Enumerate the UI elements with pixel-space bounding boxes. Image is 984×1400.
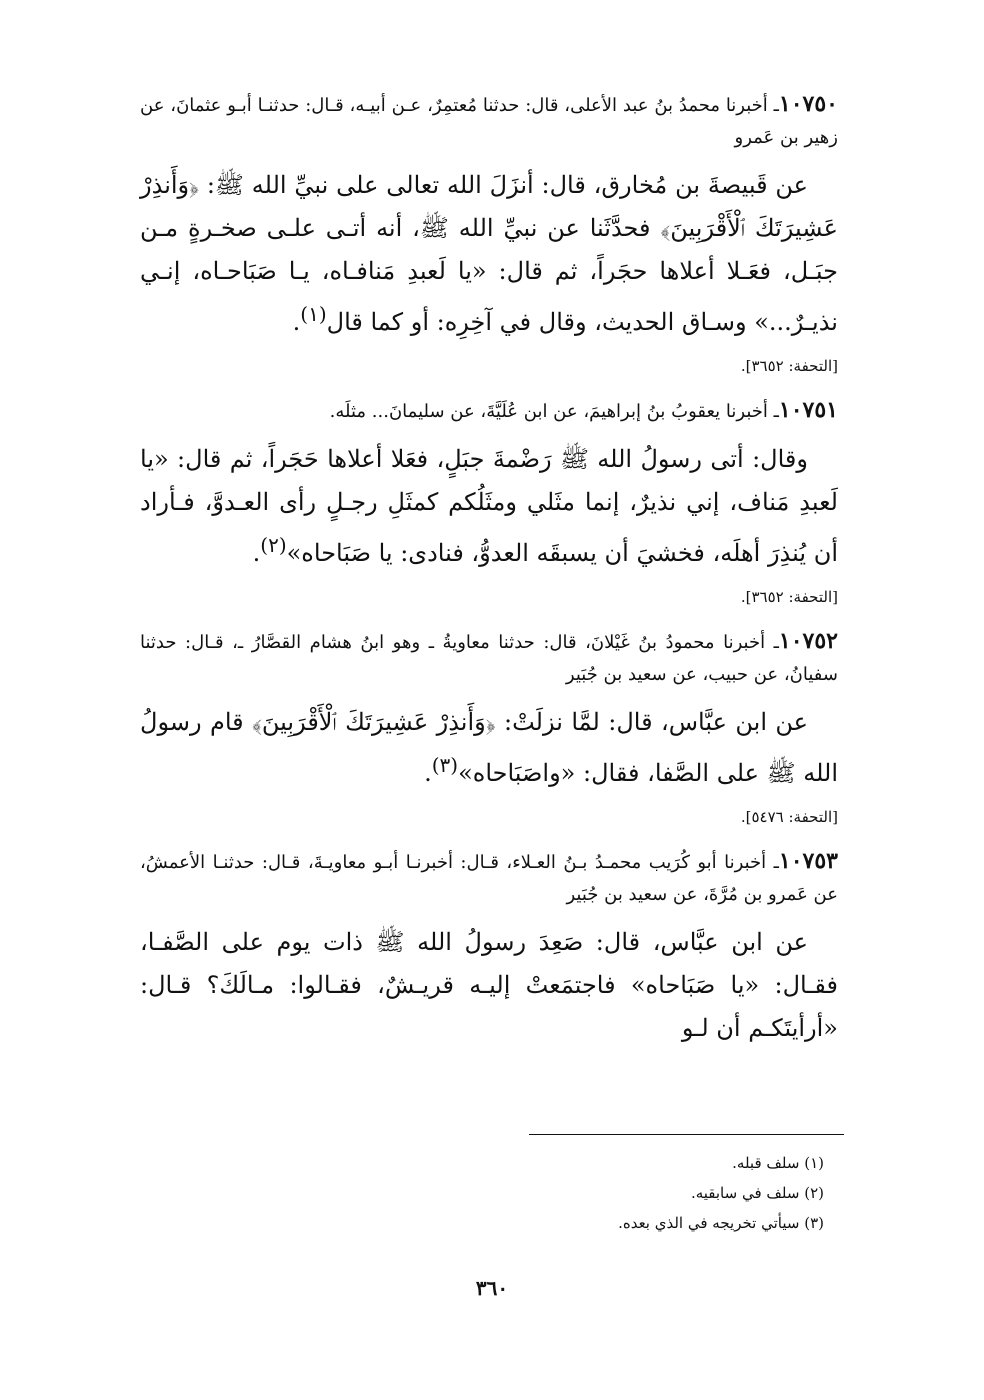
footnote-ref: (٢) xyxy=(260,533,287,557)
footnote-item: (١) سلف قبله. xyxy=(732,1154,824,1172)
footnote-divider xyxy=(529,1134,844,1135)
footnote-ref: (١) xyxy=(300,302,327,326)
hadith-number: ١٠٧٥٢ xyxy=(778,628,838,654)
hadith-entry-10752 xyxy=(140,625,838,829)
page-number: ٣٦٠ xyxy=(475,1276,509,1300)
hadith-number: ١٠٧٥٣ xyxy=(778,848,838,874)
hadith-number: ١٠٧٥٠ xyxy=(778,91,838,117)
hadith-entry-10753 xyxy=(140,845,838,1050)
footnote-ref: (٣) xyxy=(431,753,459,777)
hadith-number: ١٠٧٥١ xyxy=(778,397,838,423)
matn-text: وقال: أتى رسولُ الله ﷺ رَضْمةَ جبَلٍ، فعَلا أعلاها حَجَراً، ثم قال: «يا لَعبدِ مَناف، إني نذيرٌ، إنما مثَلي ومثَلُكم كمثَلِ رجـلٍ رأى العـدوَّ، فـأراد أن يُنذِرَ أهلَه، فخشيَ أن يسبقَه العدوُّ، فنادى: يا صَبَاحاه»$^{(٢)}$. xyxy=(140,445,838,567)
tuhfa-reference: [التحفة: ٥٤٧٦]. xyxy=(740,808,838,826)
isnad-text: ١٠٧٥٠ـ أخبرنا محمدُ بنُ عبد الأعلى، قال: حدثنا مُعتمِرٌ، عـن أبيـه، قـال: حدثنـا أبـو عثمانَ، عن زهير بن عَمرو xyxy=(140,91,838,148)
isnad-text: ١٠٧٥٢ـ أخبرنا محمودُ بنُ غَيْلانَ، قال: حدثنا معاويةُ ـ وهو ابنُ هشام القصَّارُ ـ، قـال: حدثنا سفيانُ، عن حبيب، عن سعيد بن جُبَير xyxy=(140,628,838,685)
matn-text: عن ابن عبَّاس، قال: صَعِدَ رسولُ الله ﷺ ذات يوم على الصَّفـا، فقـال: «يا صَبَاحاه» فاجتمَعتْ إليـه قريـشٌ، فقـالوا: مـالَكَ؟ قـال: «أرأيتَكـم أن لـو xyxy=(140,928,838,1042)
footnote-item: (٣) سيأتي تخريجه في الذي بعده. xyxy=(618,1214,824,1232)
isnad-text: ١٠٧٥١ـ أخبرنا يعقوبُ بنُ إبراهيمَ، عن ابن عُلَيَّةَ، عن سليمانَ... مثلَه. xyxy=(329,397,838,423)
hadith-entry-10751 xyxy=(140,394,838,609)
footnotes xyxy=(140,1148,824,1238)
tuhfa-reference: [التحفة: ٣٦٥٢]. xyxy=(740,357,838,375)
footnote-item: (٢) سلف في سابقيه. xyxy=(690,1184,824,1202)
matn-text: عن قَبيصةَ بن مُخارق، قال: أنزَلَ الله تعالى على نبيِّ الله ﷺ: ﴿وَأَنذِرْ عَشِيرَتَكَ ٱلْأَقْرَبِينَ﴾ فحدَّثَنا عن نبيِّ الله ﷺ، أنه أتـى علـى صخـرةٍ مـن جبَـل، فعَـلا أعلاها حجَراً، ثم قال: «يا لَعبدِ مَنافـاه، يـا صَبَاحـاه، إنـي نذيـرٌ...» وسـاق الحديث، وقال في آخِرِه: أو كما قال$^{(١)}$. xyxy=(140,171,838,336)
hadith-entry-10750 xyxy=(140,88,838,378)
tuhfa-reference: [التحفة: ٣٦٥٢]. xyxy=(740,588,838,606)
isnad-text: ١٠٧٥٣ـ أخبرنا أبو كُرَيب محمـدُ بـنُ العـلاء، قـال: أخبرنـا أبـو معاويـةَ، قـال: حدثنـا الأعمشُ، عن عَمرو بن مُرَّةَ، عن سعيد بن جُبَير xyxy=(140,848,838,905)
matn-text: عن ابن عبَّاس، قال: لمَّا نزلَتْ: ﴿وَأَنذِرْ عَشِيرَتَكَ ٱلْأَقْرَبِينَ﴾ قام رسولُ الله ﷺ على الصَّفا، فقال: «واصَبَاحاه»$^{(٣)}$. xyxy=(140,708,838,787)
